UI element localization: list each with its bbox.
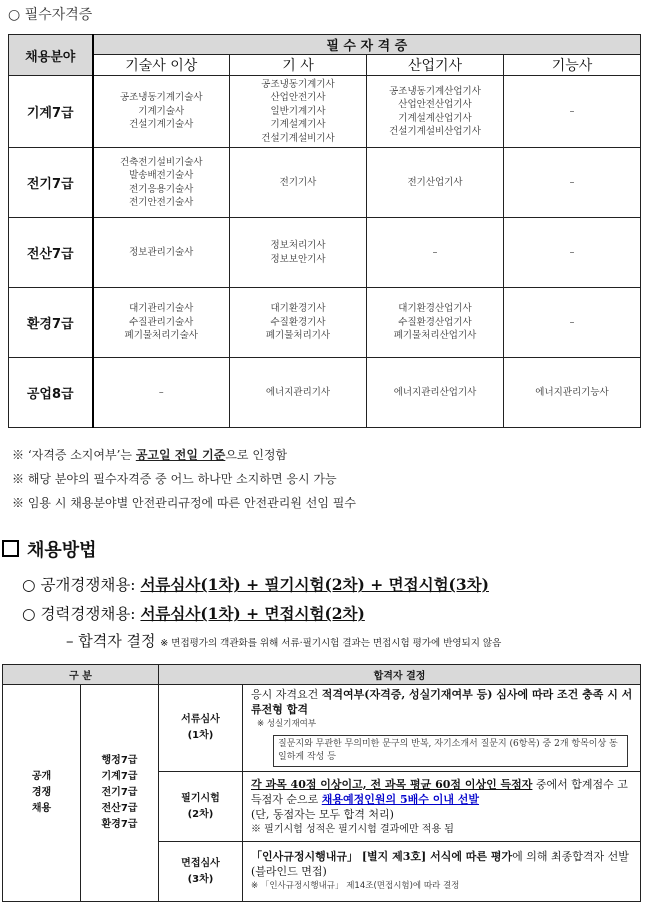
interview-decision <box>243 842 641 902</box>
cert-cell <box>93 288 230 358</box>
cert-name: 공조냉동기계기술사 <box>119 92 203 104</box>
cert-name: 산업안전산업기사 <box>398 99 472 110</box>
checkbox-square-icon <box>2 540 19 557</box>
cert-cell <box>367 358 504 428</box>
cert-name: 폐기물처리기술사 <box>124 330 198 342</box>
note-text: ※ ‘자격증 소지여부’는 <box>12 448 136 462</box>
note-text: 으로 인정함 <box>225 448 288 462</box>
section-title: ○ 필수자격증 <box>8 7 93 23</box>
doc-inner-box: 질문지와 무관한 무의미한 문구의 반복, 자기소개서 질문지 (6항목) 중 2개 항목이상 동일하게 작성 등 <box>273 735 628 767</box>
cert-cell <box>230 148 367 218</box>
cert-name: 에너지관리산업기사 <box>393 386 477 398</box>
cert-row <box>9 148 641 218</box>
cert-name: 전기기사 <box>279 176 317 188</box>
cert-name: 건축전기설비기술사 <box>119 156 203 168</box>
stage-interview <box>159 842 243 902</box>
doc-text: 응시 자격요건 <box>251 688 322 701</box>
note-2: ※ 해당 분야의 필수자격증 중 어느 하나만 소지하면 응시 가능 <box>12 472 337 486</box>
written-tail: (단, 동점자는 모두 합격 처리) <box>251 807 394 821</box>
cert-name: 기계기술사 <box>138 105 185 117</box>
stage-written <box>159 772 243 842</box>
written-text: 중에서 합계점수 고득점자 순으로 <box>251 777 628 806</box>
doc-emphasis: 적격여부(자격증, 성실기재여부 등) 심사에 따라 조건 충족 시 서류전형 합격 <box>251 688 633 716</box>
cert-name: 건설기계기술사 <box>129 119 194 131</box>
cert-name: 폐기물처리기사 <box>265 330 331 342</box>
corner-header: 채용분야 <box>9 35 93 76</box>
method-label: ○ 경력경쟁채용: <box>22 605 141 623</box>
cert-name: – <box>158 386 164 398</box>
note-1 <box>12 446 287 463</box>
note-emphasis: 공고일 전일 기준 <box>135 448 226 462</box>
cert-name: 공조냉동기계기사 <box>261 78 335 90</box>
cert-cell <box>230 288 367 358</box>
cert-name: 수질환경기사 <box>270 316 326 328</box>
cert-name: 정보처리기사 <box>270 240 326 251</box>
decision-line <box>66 630 501 651</box>
column-header: 기 사 <box>230 55 367 76</box>
cert-name: 에너지관리기능사 <box>535 386 609 398</box>
method-title: 채용방법 <box>27 540 97 561</box>
cert-name: 정보관리기술사 <box>129 246 194 258</box>
method-steps: 서류심사(1차) + 필기시험(2차) + 면접시험(3차) <box>140 575 489 594</box>
decision-note: ※ 면접평가의 객관화를 위해 서류·필기시험 결과는 면접시험 평가에 반영되지 않음 <box>160 638 502 649</box>
grades-cell <box>81 685 159 902</box>
note-3: ※ 임용 시 채용분야별 안전관리규정에 따른 안전관리원 선임 필수 <box>12 496 356 510</box>
method-steps: 서류심사(1차) + 면접시험(2차) <box>140 604 365 623</box>
cert-name: – <box>569 246 575 258</box>
cert-name: 건설기계설비산업기사 <box>389 126 481 137</box>
interview-emphasis: 「인사규정시행내규」 [별지 제3호] 서식에 따른 평가 <box>251 850 513 863</box>
cert-name: 대기관리기술사 <box>129 303 194 315</box>
cert-cell <box>230 358 367 428</box>
written-note: ※ 필기시험 성적은 필기시험 결과에만 적용 됨 <box>251 823 454 835</box>
method-label: ○ 공개경쟁채용: <box>22 576 141 594</box>
cert-cell <box>93 76 230 148</box>
stage-name: 면접심사 (3차) <box>181 857 220 885</box>
category-cell <box>3 685 81 902</box>
cert-name: 건설기계설비기사 <box>261 132 335 144</box>
cert-cell <box>504 358 641 428</box>
interview-note: ※ 「인사규정시행내규」 제14조(면접시험)에 따라 결정 <box>251 881 460 891</box>
cert-name: – <box>569 176 575 188</box>
cert-name: – <box>432 246 438 258</box>
written-underlined: 채용예정인원의 5배수 이내 선발 <box>321 792 480 806</box>
cert-name: 수질관리기술사 <box>129 316 194 328</box>
category-label: 공개 경쟁 채용 <box>31 771 52 814</box>
method-public <box>22 573 489 595</box>
cert-cell <box>367 76 504 148</box>
doc-sub-label: ※ 성실기재여부 <box>257 719 317 729</box>
header-decision: 합격자 결정 <box>159 665 641 685</box>
cert-name: 수질환경산업기사 <box>398 316 472 328</box>
stage-document <box>159 685 243 772</box>
cert-cell <box>504 218 641 288</box>
header-category: 구 분 <box>3 665 159 685</box>
column-header: 기능사 <box>504 55 641 76</box>
field-name: 기계7급 <box>9 76 93 148</box>
cert-name: – <box>569 316 575 328</box>
method-heading <box>2 536 97 562</box>
cert-cell <box>230 76 367 148</box>
cert-cell <box>93 358 230 428</box>
field-name: 전기7급 <box>9 148 93 218</box>
cert-cell <box>93 148 230 218</box>
group-header: 필 수 자 격 증 <box>93 35 641 55</box>
cert-name: 전기안전기술사 <box>129 197 194 208</box>
cert-name: 산업안전기사 <box>270 92 326 104</box>
column-header: 기술사 이상 <box>93 55 230 76</box>
result-table <box>2 664 641 902</box>
written-decision <box>243 772 641 842</box>
cert-name: 기계설계기사 <box>270 119 326 131</box>
cert-cell <box>504 148 641 218</box>
cert-cell <box>504 288 641 358</box>
cert-row <box>9 218 641 288</box>
cert-name: 에너지관리기사 <box>265 386 331 398</box>
certificate-table <box>8 34 641 428</box>
cert-name: 전기응용기술사 <box>129 183 194 195</box>
cert-name: – <box>569 105 575 117</box>
cert-cell <box>367 288 504 358</box>
interview-text: 에 의해 최종합격자 선발(블라인드 면접) <box>251 850 629 878</box>
cert-name: 전기산업기사 <box>407 176 463 188</box>
stage-name: 필기시험 (2차) <box>181 792 220 820</box>
written-emphasis: 각 과목 40점 이상이고, 전 과목 평균 60점 이상인 득점자 <box>251 777 533 791</box>
cert-cell <box>93 218 230 288</box>
field-name: 공업8급 <box>9 358 93 428</box>
cert-row <box>9 76 641 148</box>
method-career <box>22 602 365 624</box>
cert-name: 대기환경산업기사 <box>398 303 472 315</box>
cert-row <box>9 288 641 358</box>
stage-name: 서류심사 (1차) <box>181 714 220 741</box>
column-header: 산업기사 <box>367 55 504 76</box>
cert-name: 대기환경기사 <box>270 303 326 315</box>
cert-name: 발송배전기술사 <box>129 170 194 181</box>
decision-label: – 합격자 결정 <box>66 632 156 650</box>
cert-cell <box>367 148 504 218</box>
cert-name: 공조냉동기계산업기사 <box>389 85 481 97</box>
grades-label: 행정7급 기계7급 전기7급 전산7급 환경7급 <box>101 755 138 830</box>
cert-row <box>9 358 641 428</box>
field-name: 환경7급 <box>9 288 93 358</box>
cert-name: 일반기계기사 <box>270 105 326 117</box>
field-name: 전산7급 <box>9 218 93 288</box>
cert-name: 폐기물처리산업기사 <box>393 330 477 342</box>
document-decision <box>243 685 641 772</box>
cert-cell <box>367 218 504 288</box>
cert-cell <box>504 76 641 148</box>
cert-name: 정보보안기사 <box>270 253 326 265</box>
cert-name: 기계설계산업기사 <box>398 112 472 124</box>
cert-cell <box>230 218 367 288</box>
